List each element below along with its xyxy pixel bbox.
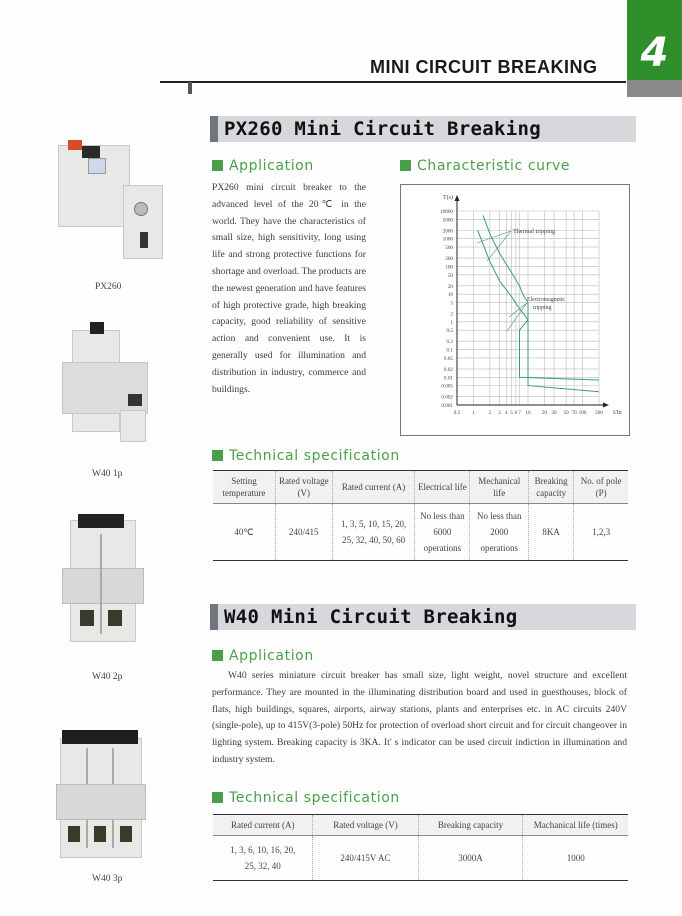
px260-spec-table	[213, 470, 628, 561]
y-tick-label: 0.1	[446, 347, 453, 354]
curve-heading: Characteristic curve	[400, 158, 570, 174]
chapter-number: 4	[640, 30, 669, 76]
table-cell: 40℃	[213, 504, 275, 561]
bullet-square-icon	[212, 792, 223, 803]
x-tick-label: 30	[551, 410, 557, 416]
spec-heading: Technical specification	[212, 790, 400, 806]
table-header: Rated voltage (V)	[275, 471, 332, 504]
y-tick-label: 5000	[442, 217, 453, 224]
x-tick-label: 5	[510, 410, 513, 416]
spec-heading: Technical specification	[212, 448, 400, 464]
y-tick-label: 0.02	[443, 366, 453, 373]
table-cell: 1, 3, 6, 10, 16, 20, 25, 32, 40	[213, 836, 313, 881]
y-tick-label: 200	[445, 256, 453, 263]
characteristic-curve-chart	[401, 185, 629, 435]
x-tick-label: 10	[525, 410, 531, 416]
table-header: Electrical life	[415, 471, 470, 504]
w40-spec-table	[213, 814, 628, 881]
y-tick-label: 5	[450, 300, 453, 307]
x-tick-label: 6	[514, 410, 518, 416]
x-tick-label: 200	[595, 410, 603, 416]
product-caption: PX260	[95, 282, 122, 292]
table-cell: 8KA	[529, 504, 574, 561]
section-title: W40 Mini Circuit Breaking	[224, 606, 518, 628]
bullet-square-icon	[400, 160, 411, 171]
y-tick-label: 500	[445, 245, 453, 252]
y-tick-label: 0.002	[441, 394, 453, 401]
table-header: Rated current (A)	[213, 815, 313, 836]
bullet-square-icon	[212, 450, 223, 461]
product-image-w40-2p	[62, 510, 142, 642]
application-text: PX260 mini circuit breaker to the advanced level of the 20℃ in the world. They have the characteristics of small size, high sensitivity, long using life and strong protective functions for shortage and overload. The products are the newest generation and have features of high protective grade, high breaking capacity, good reliability of sensitive action and convenient use. It is generally used for illumination and distribution in industry, commerce and buildings.	[212, 182, 366, 395]
table-cell: 1, 3, 5, 10, 15, 20, 25, 32, 40, 50, 60	[332, 504, 415, 561]
x-tick-label: 50	[563, 410, 569, 416]
table-header: Mechanical life	[470, 471, 529, 504]
x-axis-label: I/In	[613, 410, 622, 416]
annotation-leader	[507, 303, 527, 331]
y-tick-label: 0.5	[446, 328, 453, 335]
section-band-px260	[210, 116, 636, 142]
product-image-px260	[58, 140, 162, 265]
y-tick-label: 2	[450, 311, 453, 318]
x-tick-label: 2	[488, 410, 492, 416]
y-axis-arrow	[455, 195, 460, 201]
y-axis-label: T(s)	[443, 195, 453, 201]
table-cell: 1,2,3	[574, 504, 628, 561]
annotation-label: tripping	[533, 305, 552, 311]
table-cell: 3000A	[418, 836, 523, 881]
x-tick-label: 1	[472, 410, 475, 416]
x-tick-label: 70	[571, 410, 577, 416]
section-band-w40	[210, 604, 636, 630]
x-tick-label: 4	[504, 410, 508, 416]
y-tick-label: 1	[450, 319, 453, 326]
application-text: W40 series miniature circuit breaker has small size, light weight, novel structure and excellent performance. They are mounted in the illuminating distribution board and used in guesthouses, block of flats, high buildings, squares, airports, airway stations, plants and enterprises etc. in AC circuits 240V (single-pole), up to 415V(3-pole) 50Hz for protection of overload short circuit and for circuit changeover in lighting system. Breaking capacity is 3KA. It' s indicator can be used circuit indiction in illumination and industry system.	[212, 670, 627, 765]
header-rule	[160, 81, 626, 83]
table-cell: 1000	[523, 836, 628, 881]
bullet-square-icon	[212, 160, 223, 171]
y-tick-label: 1000	[442, 236, 453, 243]
annotation-label: Electromagnetic	[527, 297, 565, 303]
application-heading: Application	[212, 648, 314, 664]
x-tick-label: 0.5	[453, 410, 461, 416]
section-title: PX260 Mini Circuit Breaking	[224, 118, 541, 140]
product-caption: W40 2p	[92, 672, 123, 682]
y-tick-label: 0.01	[443, 375, 453, 382]
y-tick-label: 100	[445, 264, 453, 271]
table-cell: 240/415	[275, 504, 332, 561]
product-image-w40-1p	[62, 322, 146, 444]
y-tick-label: 0.005	[441, 383, 453, 390]
y-tick-label: 2000	[442, 228, 453, 235]
table-header: Machanical life (times)	[523, 815, 628, 836]
x-tick-label: 3	[498, 410, 501, 416]
bullet-square-icon	[212, 650, 223, 661]
characteristic-curve-frame	[400, 184, 630, 436]
table-cell: No less than 2000 operations	[470, 504, 529, 561]
y-tick-label: 50	[447, 272, 453, 279]
y-tick-label: 0.2	[446, 339, 453, 346]
header-tick	[188, 82, 192, 94]
table-header: Breaking capacity	[529, 471, 574, 504]
annotation-label: Thermal tripping	[513, 228, 556, 235]
product-image-w40-3p	[56, 726, 144, 858]
y-tick-label: 0.001	[441, 403, 453, 409]
table-row	[213, 504, 628, 561]
table-header: Breaking capacity	[418, 815, 523, 836]
table-cell: 240/415V AC	[313, 836, 418, 881]
table-header: Rated current (A)	[332, 471, 415, 504]
x-tick-label: 7	[518, 410, 521, 416]
y-tick-label: 10	[447, 292, 453, 299]
product-caption: W40 3p	[92, 874, 123, 884]
application-heading: Application	[212, 158, 314, 174]
x-tick-label: 20	[541, 410, 548, 416]
y-tick-label: 10000	[440, 209, 453, 215]
page-header-title: MINI CIRCUIT BREAKING	[370, 57, 598, 77]
x-tick-label: 100	[578, 410, 587, 416]
y-tick-label: 0.05	[443, 355, 453, 362]
table-cell: No less than 6000 operations	[415, 504, 470, 561]
y-tick-label: 20	[447, 283, 453, 290]
product-caption: W40 1p	[92, 469, 123, 479]
chapter-tab-footer	[627, 80, 682, 97]
x-axis-arrow	[603, 403, 609, 408]
table-header: Rated voltage (V)	[313, 815, 418, 836]
table-header: No. of pole (P)	[574, 471, 628, 504]
table-header: Setting temperature	[213, 471, 275, 504]
table-row	[213, 836, 628, 881]
